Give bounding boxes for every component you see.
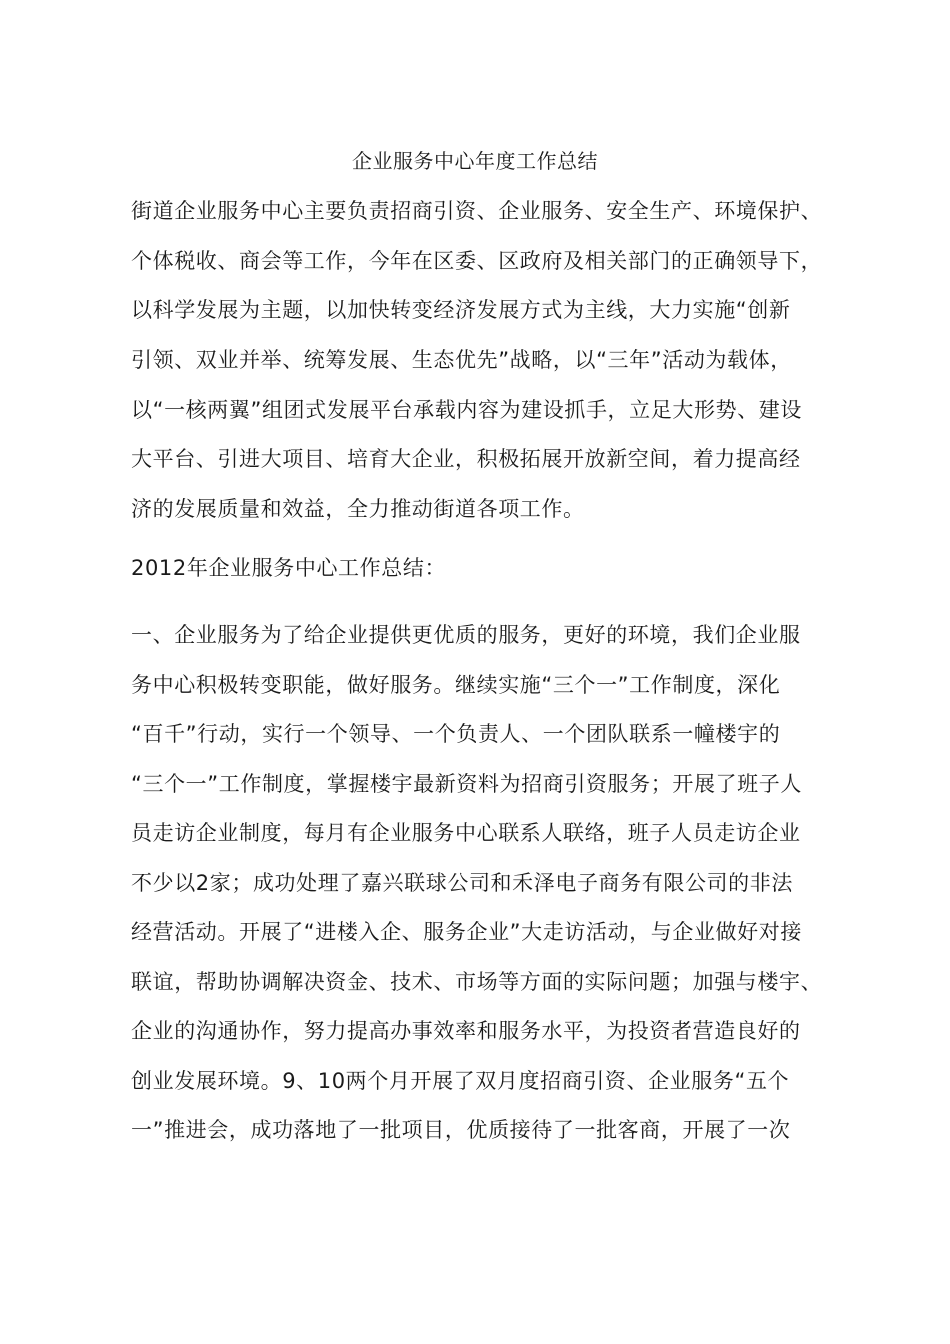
paragraph-1-line-1: 街道企业服务中心主要负责招商引资、企业服务、安全生产、环境保护、 [131,199,823,223]
paragraph-3-line-7: 经营活动。开展了“进楼入企、服务企业”大走访活动，与企业做好对接 [131,920,802,944]
paragraph-3-line-3: “百千”行动，实行一个领导、一个负责人、一个团队联系一幢楼宇的 [131,722,781,746]
paragraph-3-line-11: 一”推进会，成功落地了一批项目，优质接待了一批客商，开展了一次 [131,1118,791,1142]
paragraph-1-line-5: 以“一核两翼”组团式发展平台承载内容为建设抓手，立足大形势、建设 [131,398,802,422]
paragraph-3-line-10: 创业发展环境。9、10两个月开展了双月度招商引资、企业服务“五个 [131,1069,790,1093]
paragraph-2: 2012年企业服务中心工作总结： [131,556,447,580]
paragraph-1-line-6: 大平台、引进大项目、培育大企业，积极拓展开放新空间，着力提高经 [131,447,801,471]
document-title: 企业服务中心年度工作总结 [352,149,598,173]
paragraph-1-line-3: 以科学发展为主题，以加快转变经济发展方式为主线，大力实施“创新 [131,298,791,322]
paragraph-1-line-4: 引领、双业并举、统筹发展、生态优先”战略，以“三年”活动为载体， [131,348,792,372]
paragraph-3-line-6: 不少以2家；成功处理了嘉兴联球公司和禾泽电子商务有限公司的非法 [131,871,793,895]
paragraph-3-line-4: “三个一”工作制度，掌握楼宇最新资料为招商引资服务；开展了班子人 [131,772,802,796]
paragraph-3-line-9: 企业的沟通协作，努力提高办事效率和服务水平，为投资者营造良好的 [131,1019,801,1043]
paragraph-1-line-2: 个体税收、商会等工作，今年在区委、区政府及相关部门的正确领导下， [131,249,823,273]
paragraph-3-line-8: 联谊，帮助协调解决资金、技术、市场等方面的实际问题；加强与楼宇、 [131,970,823,994]
paragraph-1-line-7: 济的发展质量和效益，全力推动街道各项工作。 [131,497,585,521]
paragraph-3-line-1: 一、企业服务为了给企业提供更优质的服务，更好的环境，我们企业服 [131,623,801,647]
paragraph-3-line-2: 务中心积极转变职能，做好服务。继续实施“三个一”工作制度，深化 [131,673,781,697]
paragraph-3-line-5: 员走访企业制度，每月有企业服务中心联系人联络，班子人员走访企业 [131,821,801,845]
